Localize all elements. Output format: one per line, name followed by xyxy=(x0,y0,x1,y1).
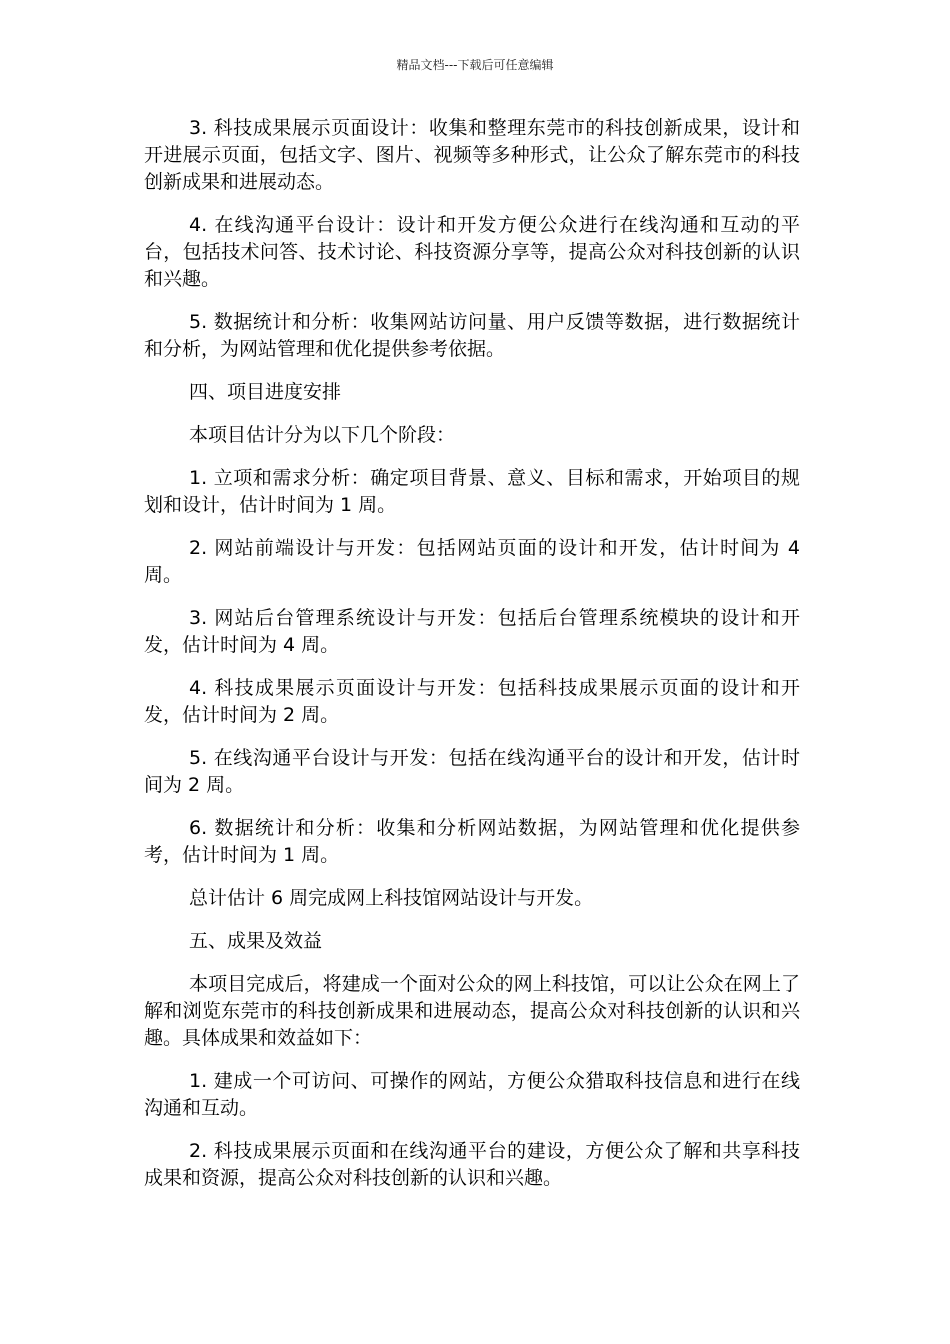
document-body xyxy=(144,115,800,1208)
page-header: 精品文档---下载后可任意编辑 xyxy=(396,58,554,72)
paragraph-stage-1: 1. 立项和需求分析：确定项目背景、意义、目标和需求，开始项目的规划和设计，估计时间为 1 周。 xyxy=(144,467,800,516)
paragraph-result-1: 1. 建成一个可访问、可操作的网站，方便公众猎取科技信息和进行在线沟通和互动。 xyxy=(144,1070,800,1119)
paragraph-stage-3: 3. 网站后台管理系统设计与开发：包括后台管理系统模块的设计和开发，估计时间为 4 周。 xyxy=(144,607,800,656)
paragraph-stage-6: 6. 数据统计和分析：收集和分析网站数据，为网站管理和优化提供参考，估计时间为 1 周。 xyxy=(144,817,800,866)
paragraph-stage-4: 4. 科技成果展示页面设计与开发：包括科技成果展示页面的设计和开发，估计时间为 2 周。 xyxy=(144,677,800,726)
section-heading-results: 五、成果及效益 xyxy=(189,930,323,952)
paragraph-section3-item5: 5. 数据统计和分析：收集网站访问量、用户反馈等数据，进行数据统计和分析，为网站管理和优化提供参考依据。 xyxy=(144,311,800,360)
paragraph-section3-item3: 3. 科技成果展示页面设计：收集和整理东莞市的科技创新成果，设计和开进展示页面，包括文字、图片、视频等多种形式，让公众了解东莞市的科技创新成果和进展动态。 xyxy=(144,117,800,193)
paragraph-schedule-total: 总计估计 6 周完成网上科技馆网站设计与开发。 xyxy=(189,887,594,909)
paragraph-section3-item4: 4. 在线沟通平台设计：设计和开发方便公众进行在线沟通和互动的平台，包括技术问答、技术讨论、科技资源分享等，提高公众对科技创新的认识和兴趣。 xyxy=(144,214,800,290)
paragraph-result-2: 2. 科技成果展示页面和在线沟通平台的建设，方便公众了解和共享科技成果和资源，提高公众对科技创新的认识和兴趣。 xyxy=(144,1140,800,1189)
section-heading-schedule: 四、项目进度安排 xyxy=(189,381,342,403)
paragraph-stage-5: 5. 在线沟通平台设计与开发：包括在线沟通平台的设计和开发，估计时间为 2 周。 xyxy=(144,747,800,796)
paragraph-stage-2: 2. 网站前端设计与开发：包括网站页面的设计和开发，估计时间为 4 周。 xyxy=(144,537,800,586)
paragraph-schedule-intro: 本项目估计分为以下几个阶段： xyxy=(189,424,456,446)
paragraph-results-intro: 本项目完成后，将建成一个面对公众的网上科技馆，可以让公众在网上了解和浏览东莞市的科技创新成果和进展动态，提高公众对科技创新的认识和兴趣。具体成果和效益如下： xyxy=(144,973,800,1049)
